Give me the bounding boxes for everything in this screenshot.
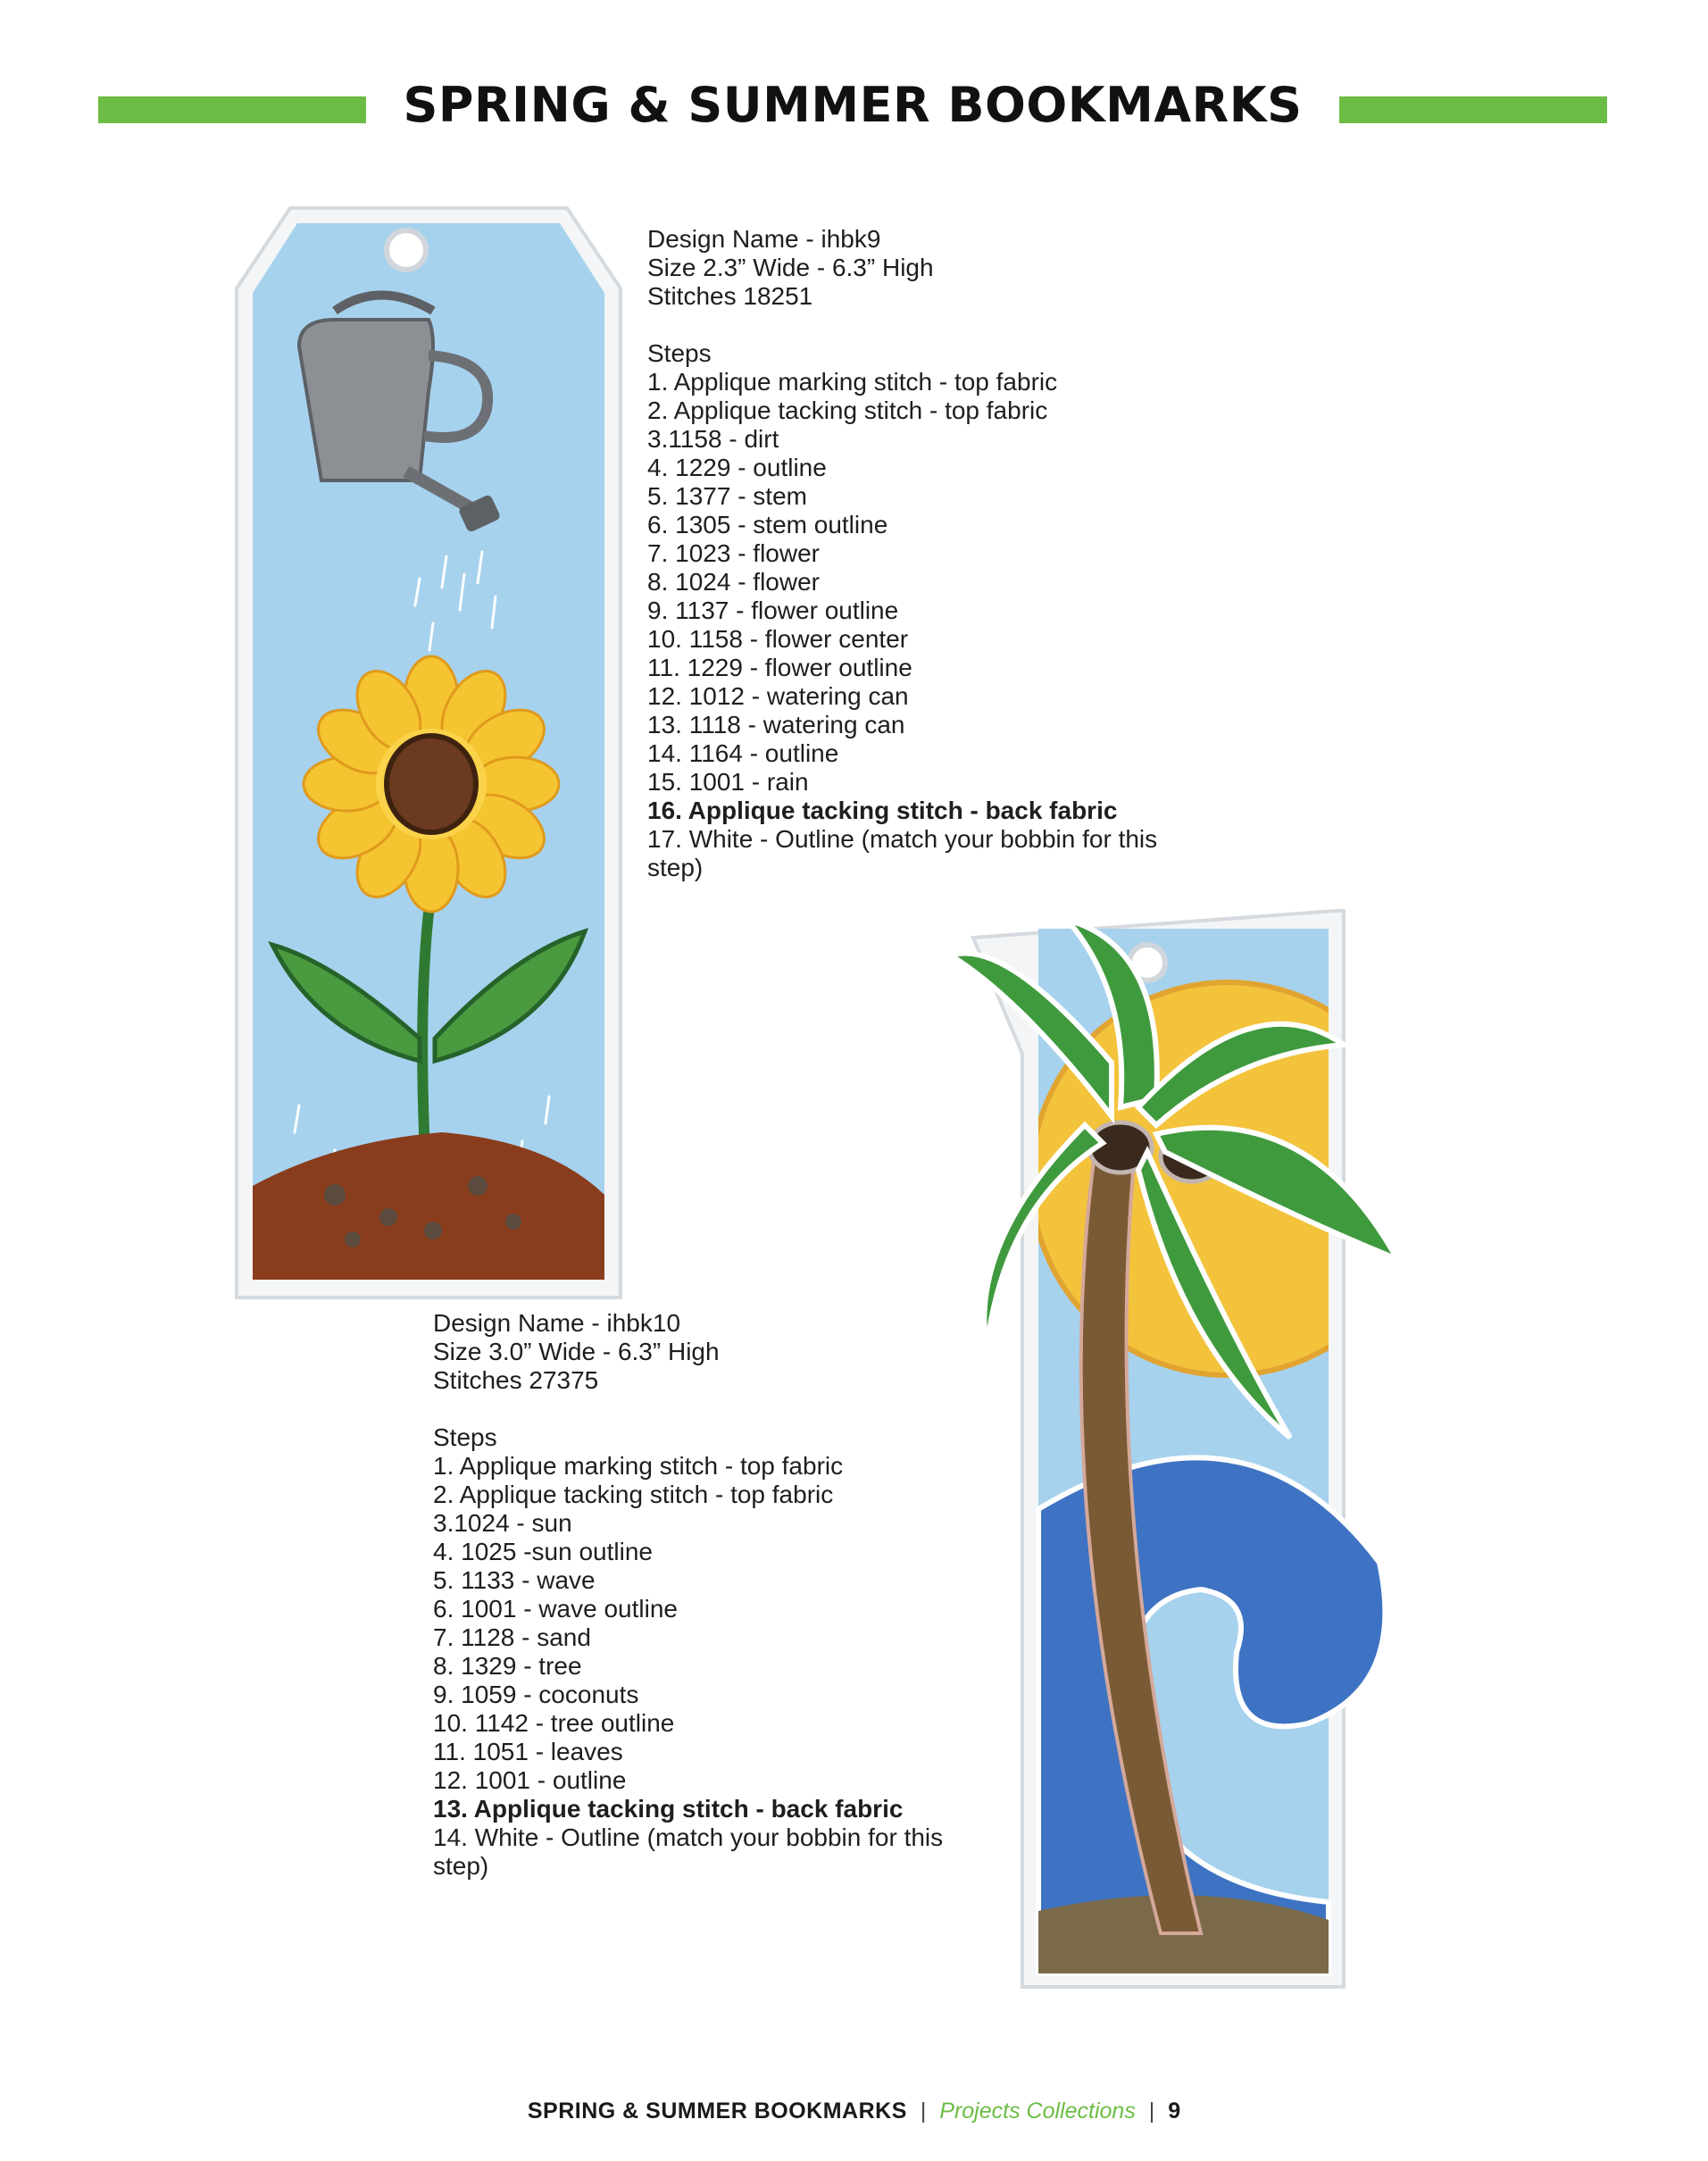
- design-size: Size 3.0” Wide - 6.3” High: [433, 1338, 720, 1365]
- header-accent-bar-right: [1339, 96, 1607, 123]
- step-item: 14. 1164 - outline: [647, 739, 839, 767]
- step-item: 7. 1128 - sand: [433, 1623, 591, 1651]
- design-ihbk9-details: [647, 225, 1201, 882]
- steps-heading: Steps: [433, 1423, 497, 1451]
- steps-heading: Steps: [647, 339, 712, 367]
- step-item: 9. 1059 - coconuts: [433, 1681, 639, 1708]
- design-stitches: Stitches 18251: [647, 282, 813, 310]
- step-item: 3.1024 - sun: [433, 1509, 572, 1537]
- step-item: 12. 1012 - watering can: [647, 682, 909, 710]
- step-item: 10. 1142 - tree outline: [433, 1709, 675, 1737]
- page-title: SPRING & SUMMER BOOKMARKS: [403, 77, 1303, 133]
- step-item-bold: 16. Applique tacking stitch - back fabric: [647, 797, 1118, 824]
- step-item: 9. 1137 - flower outline: [647, 597, 899, 624]
- design-ihbk10-details: [433, 1309, 987, 1881]
- footer-separator: |: [920, 2098, 927, 2123]
- footer-collection: Projects Collections: [939, 2098, 1136, 2123]
- page-number: 9: [1168, 2098, 1181, 2123]
- step-item: 5. 1133 - wave: [433, 1566, 596, 1594]
- step-item: 17. White - Outline (match your bobbin for this step): [647, 825, 1158, 881]
- step-item: 3.1158 - dirt: [647, 425, 779, 453]
- step-item: 4. 1025 -sun outline: [433, 1538, 653, 1565]
- sunflower-bookmark-image: [228, 204, 629, 1302]
- step-item: 11. 1229 - flower outline: [647, 654, 912, 681]
- design-name: Design Name - ihbk10: [433, 1309, 681, 1337]
- step-item: 8. 1024 - flower: [647, 568, 820, 596]
- step-item: 14. White - Outline (match your bobbin for this step): [433, 1823, 944, 1880]
- step-item: 15. 1001 - rain: [647, 768, 809, 796]
- palm-tree-bookmark-image: [933, 884, 1460, 1991]
- step-item: 2. Applique tacking stitch - top fabric: [433, 1481, 834, 1508]
- page-footer: [0, 2098, 1708, 2124]
- step-item: 12. 1001 - outline: [433, 1766, 627, 1794]
- design-name: Design Name - ihbk9: [647, 225, 881, 253]
- step-item: 7. 1023 - flower: [647, 539, 820, 567]
- step-item: 4. 1229 - outline: [647, 454, 827, 481]
- step-item: 8. 1329 - tree: [433, 1652, 582, 1680]
- step-item: 11. 1051 - leaves: [433, 1738, 623, 1765]
- step-item: 6. 1305 - stem outline: [647, 511, 888, 538]
- step-item-bold: 13. Applique tacking stitch - back fabric: [433, 1795, 904, 1823]
- step-item: 1. Applique marking stitch - top fabric: [647, 368, 1058, 396]
- footer-separator: |: [1148, 2098, 1155, 2123]
- step-item: 1. Applique marking stitch - top fabric: [433, 1452, 844, 1480]
- footer-section-title: SPRING & SUMMER BOOKMARKS: [527, 2098, 907, 2123]
- step-item: 6. 1001 - wave outline: [433, 1595, 678, 1623]
- step-item: 2. Applique tacking stitch - top fabric: [647, 396, 1048, 424]
- design-stitches: Stitches 27375: [433, 1366, 599, 1394]
- header-accent-bar-left: [98, 96, 366, 123]
- design-size: Size 2.3” Wide - 6.3” High: [647, 254, 934, 281]
- step-item: 10. 1158 - flower center: [647, 625, 909, 653]
- step-item: 13. 1118 - watering can: [647, 711, 905, 738]
- step-item: 5. 1377 - stem: [647, 482, 807, 510]
